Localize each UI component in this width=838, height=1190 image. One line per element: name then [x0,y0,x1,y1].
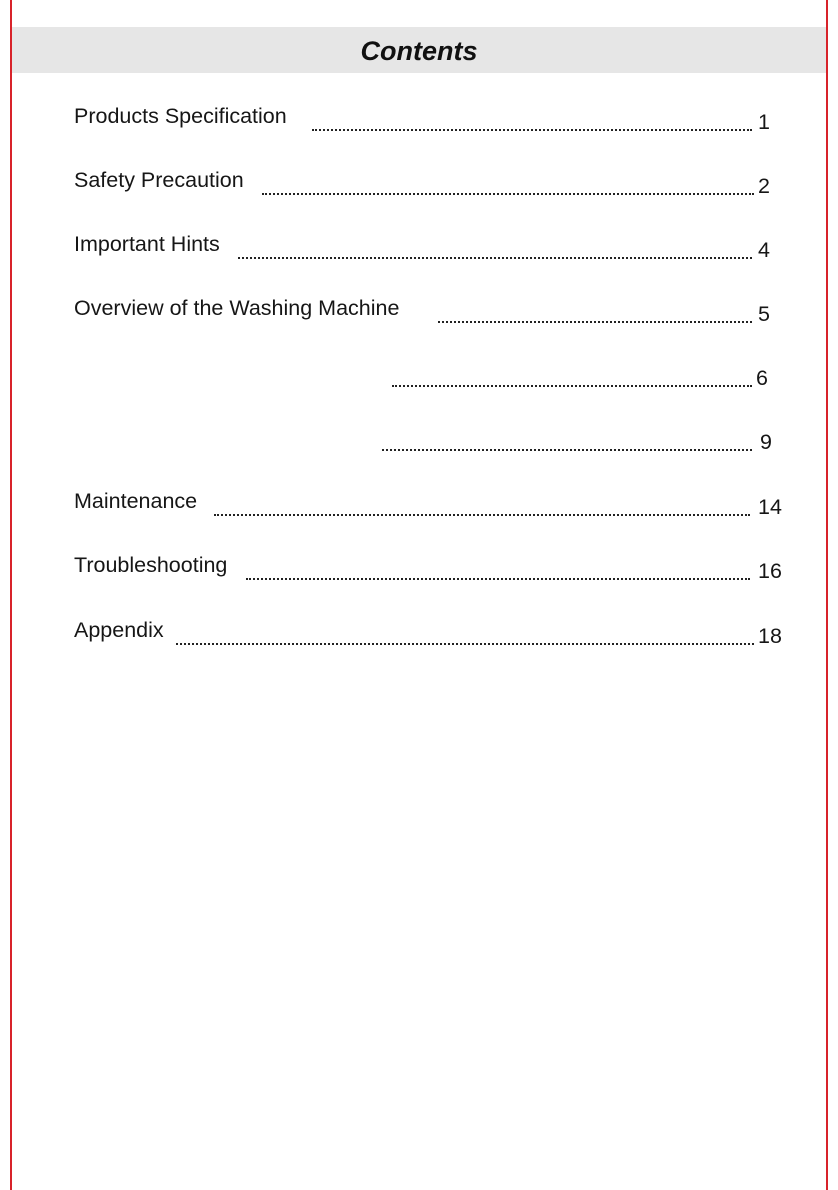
toc-entry-page: 9 [760,430,772,454]
toc-entry-label: Maintenance [74,489,198,513]
toc-leader-dots [238,257,752,259]
toc-entry-label: Appendix [74,618,164,642]
toc-entry-page: 14 [758,495,782,519]
toc-leader-dots [176,643,754,645]
toc-entry-important-hints[interactable] [74,231,786,265]
toc-leader-dots [382,449,752,451]
header-band [12,27,826,73]
toc-entry-page: 6 [756,366,768,390]
toc-leader-dots [312,129,752,131]
toc-entry-maintenance[interactable] [74,488,786,522]
toc-entry-label: Products Specification [74,104,287,128]
toc-leader-dots [246,578,750,580]
toc-entry-page: 5 [758,302,770,326]
toc-entry-page: 1 [758,110,770,134]
toc-leader-dots [214,514,750,516]
toc-entry-appendix[interactable] [74,617,786,651]
toc-entry-label: Overview of the Washing Machine [74,296,400,320]
toc-entry-unlabeled-6[interactable] [74,359,786,393]
toc-entry-overview[interactable] [74,295,786,329]
toc-entry-products-specification[interactable] [74,103,786,137]
toc-entry-page: 2 [758,174,770,198]
toc-leader-dots [438,321,752,323]
toc-leader-dots [392,385,752,387]
toc-leader-dots [262,193,754,195]
toc-entry-page: 4 [758,238,770,262]
toc-entry-page: 18 [758,624,782,648]
toc-entry-unlabeled-9[interactable] [74,423,786,457]
toc-entry-page: 16 [758,559,782,583]
toc-entry-safety-precaution[interactable] [74,167,786,201]
toc-entry-troubleshooting[interactable] [74,552,786,586]
toc-entry-label: Safety Precaution [74,168,244,192]
page-title: Contents [360,36,478,66]
toc-entry-label: Troubleshooting [74,553,228,577]
toc-entry-label: Important Hints [74,232,220,256]
